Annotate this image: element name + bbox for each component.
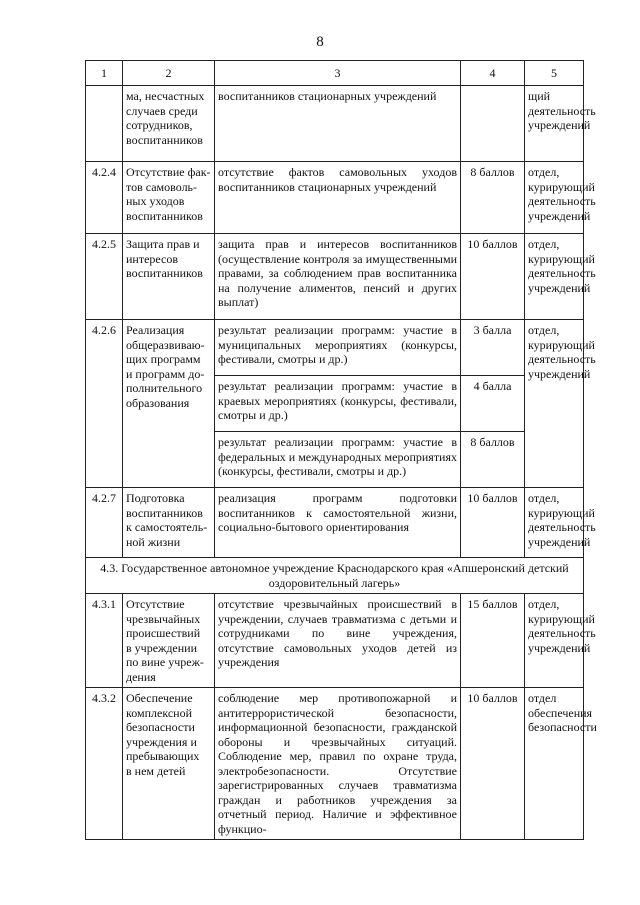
row-number: 4.2.6 <box>86 320 123 488</box>
criterion-name: Отсутствие чрезвычайных происшествий в учреждении по вине учреж- дения <box>123 594 215 688</box>
section-title: 4.3. Государственное автономное учреждение Краснодарского края «Апшеронский детский оздоровительный лагерь» <box>86 558 584 594</box>
row-number <box>86 86 123 162</box>
criterion-name: ма, несчастных случаев среди сотрудников, воспитанников <box>123 86 215 162</box>
criterion-description: воспитанников стационарных учреждений <box>215 86 461 162</box>
header-cell: 3 <box>215 61 461 86</box>
criterion-description: результат реализации программ: участие в федеральных и международных мероприятиях (конкурсы, фестивали, смотры и др.) <box>215 432 461 488</box>
criterion-description: защита прав и интересов воспитанников (осуществление контроля за имущественными правами, за соблюдением прав воспитанника на получение алиментов, пенсий и других выплат) <box>215 234 461 320</box>
table-row <box>86 86 584 162</box>
row-number: 4.3.1 <box>86 594 123 688</box>
row-number: 4.2.4 <box>86 162 123 234</box>
score: 8 баллов <box>461 432 525 488</box>
score: 10 баллов <box>461 688 525 840</box>
criterion-description: результат реализации программ: участие в муниципальных мероприятиях (конкурсы, фестивали, смотры и др.) <box>215 320 461 376</box>
responsible: отдел, курирующий деятельность учреждений <box>525 162 584 234</box>
table-row <box>86 488 584 558</box>
page-number: 8 <box>316 34 324 50</box>
score: 15 баллов <box>461 594 525 688</box>
responsible: отдел обеспечения безопасности <box>525 688 584 840</box>
header-cell: 5 <box>525 61 584 86</box>
criterion-description: отсутствие чрезвычайных происшествий в учреждении, случаев травматизма с детьми и сотрудниками по вине учреждения, отсутствие самовольных уходов детей из учреждения <box>215 594 461 688</box>
criterion-name: Отсутствие фак- тов самоволь- ных уходов воспитанников <box>123 162 215 234</box>
responsible: отдел, курирующий деятельность учреждений <box>525 234 584 320</box>
responsible: щий деятельность учреждений <box>525 86 584 162</box>
header-row <box>86 61 584 86</box>
responsible: отдел, курирующий деятельность учреждений <box>525 320 584 488</box>
row-number: 4.2.7 <box>86 488 123 558</box>
header-cell: 4 <box>461 61 525 86</box>
header-cell: 2 <box>123 61 215 86</box>
criterion-name: Подготовка воспитанников к самостоятель- ной жизни <box>123 488 215 558</box>
criterion-description: реализация программ подготовки воспитанников к самостоятельной жизни, социально-бытового ориентирования <box>215 488 461 558</box>
table-row <box>86 594 584 688</box>
criterion-name: Реализация общеразвиваю- щих программ и программ до- полнительного образования <box>123 320 215 488</box>
criterion-name: Защита прав и интересов воспитанников <box>123 234 215 320</box>
score: 10 баллов <box>461 488 525 558</box>
score: 10 баллов <box>461 234 525 320</box>
row-number: 4.2.5 <box>86 234 123 320</box>
table-row <box>86 320 584 376</box>
section-row <box>86 558 584 594</box>
criterion-name: Обеспечение комплексной безопасности учреждения и пребывающих в нем детей <box>123 688 215 840</box>
score: 4 балла <box>461 376 525 432</box>
row-number: 4.3.2 <box>86 688 123 840</box>
score: 8 баллов <box>461 162 525 234</box>
score: 3 балла <box>461 320 525 376</box>
responsible: отдел, курирующий деятельность учреждений <box>525 594 584 688</box>
table-row <box>86 234 584 320</box>
responsible: отдел, курирующий деятельность учреждений <box>525 488 584 558</box>
criterion-description: соблюдение мер противопожарной и антитеррористической безопасности, информационной безопасности, гражданской обороны и чрезвычайных ситуаций. Соблюдение мер, правил по охране труда, электробезопасности. Отсутствие зарегистрированных случаев травматизма граждан и работников учреждения за отчетный период. Наличие и эффективное функцио- <box>215 688 461 840</box>
header-cell: 1 <box>86 61 123 86</box>
table-row <box>86 162 584 234</box>
criterion-description: результат реализации программ: участие в краевых мероприятиях (конкурсы, фестивали, смотры и др.) <box>215 376 461 432</box>
score <box>461 86 525 162</box>
criterion-description: отсутствие фактов самовольных уходов воспитанников стационарных учреждений <box>215 162 461 234</box>
criteria-table <box>85 60 597 840</box>
table-row <box>86 688 584 840</box>
